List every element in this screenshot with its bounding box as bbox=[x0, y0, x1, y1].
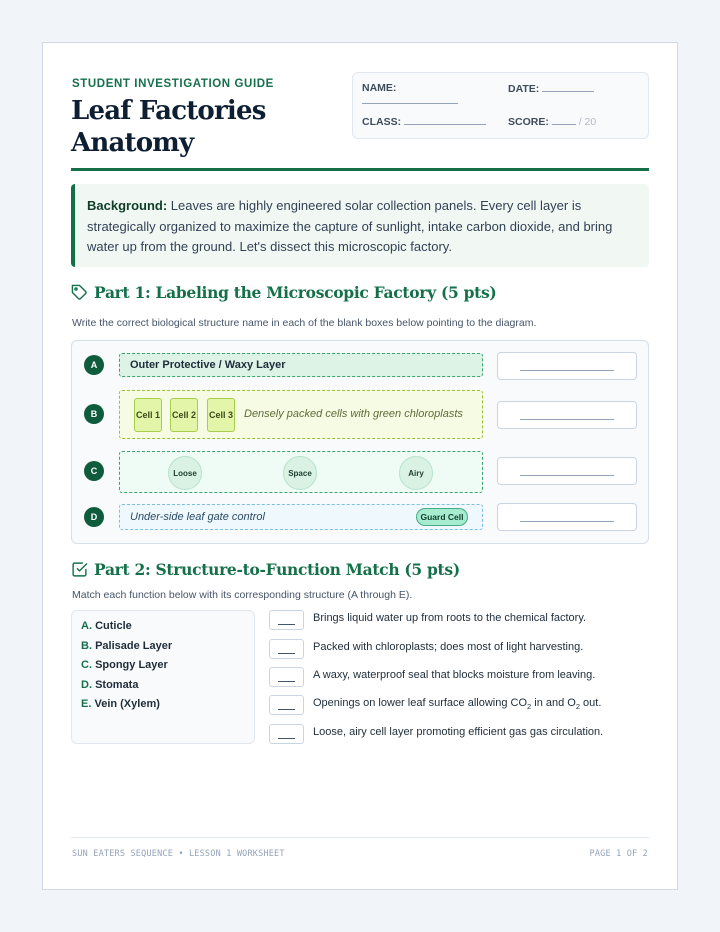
date-label: DATE: bbox=[508, 83, 540, 95]
checkbox-icon bbox=[71, 561, 88, 578]
marker-c: C bbox=[84, 461, 104, 481]
palisade-cell-1: Cell 1 bbox=[134, 398, 162, 432]
structure-item: E. Vein (Xylem) bbox=[81, 698, 160, 710]
palisade-cell-2: Cell 2 bbox=[170, 398, 198, 432]
leaf-cross-section-diagram bbox=[71, 340, 649, 544]
part1-instructions: Write the correct biological structure name in each of the blank boxes below pointing to the diagram. bbox=[72, 317, 537, 329]
structure-item: C. Spongy Layer bbox=[81, 659, 168, 671]
part2-title-text: Part 2: Structure-to-Function Match (5 pts) bbox=[94, 560, 460, 579]
title-line-1: Leaf Factories bbox=[71, 96, 266, 126]
structure-item: D. Stomata bbox=[81, 678, 139, 691]
answer-box-a[interactable] bbox=[497, 352, 637, 380]
spongy-bubble-space: Space bbox=[283, 456, 317, 490]
layer-b-palisade bbox=[119, 390, 483, 439]
answer-box-d[interactable] bbox=[497, 503, 637, 531]
name-label: NAME: bbox=[362, 82, 397, 94]
background-label: Background: bbox=[87, 198, 168, 213]
match-answer-box[interactable] bbox=[269, 724, 304, 744]
name-field[interactable] bbox=[362, 82, 458, 104]
eyebrow-label: STUDENT INVESTIGATION GUIDE bbox=[72, 78, 274, 90]
header-divider bbox=[71, 168, 649, 171]
guard-cell-badge: Guard Cell bbox=[416, 508, 468, 526]
answer-box-b[interactable] bbox=[497, 401, 637, 429]
match-row-2 bbox=[269, 639, 649, 659]
student-info-box bbox=[352, 72, 649, 139]
match-answer-box[interactable] bbox=[269, 610, 304, 630]
palisade-cell-3: Cell 3 bbox=[207, 398, 235, 432]
title-line-2: Anatomy bbox=[71, 128, 194, 158]
score-line[interactable] bbox=[552, 115, 576, 125]
tag-icon bbox=[71, 284, 88, 301]
answer-box-c[interactable] bbox=[497, 457, 637, 485]
function-text: Brings liquid water up from roots to the chemical factory. bbox=[313, 612, 587, 624]
match-answer-box[interactable] bbox=[269, 695, 304, 715]
layer-a-cuticle bbox=[119, 353, 483, 377]
class-line[interactable] bbox=[404, 115, 486, 125]
marker-b: B bbox=[84, 404, 104, 424]
class-field[interactable] bbox=[362, 115, 486, 128]
score-field bbox=[508, 115, 596, 128]
part1-title bbox=[71, 283, 496, 302]
marker-d: D bbox=[84, 507, 104, 527]
class-label: CLASS: bbox=[362, 116, 402, 128]
layer-c-spongy bbox=[119, 451, 483, 493]
match-row-3 bbox=[269, 667, 649, 687]
function-text: A waxy, waterproof seal that blocks moisture from leaving. bbox=[313, 669, 596, 681]
background-callout bbox=[71, 184, 649, 267]
footer-left: SUN EATERS SEQUENCE • LESSON 1 WORKSHEET bbox=[72, 849, 285, 859]
function-text: Openings on lower leaf surface allowing $CO_2$ in and $O_2$ out. bbox=[313, 697, 602, 712]
match-row-4 bbox=[269, 695, 649, 715]
structure-list bbox=[71, 610, 255, 744]
footer-page-number: PAGE 1 OF 2 bbox=[589, 849, 648, 859]
function-text: Loose, airy cell layer promoting efficient gas gas circulation. bbox=[313, 726, 604, 738]
match-answer-box[interactable] bbox=[269, 639, 304, 659]
worksheet-page bbox=[42, 42, 678, 890]
layer-b-description: Densely packed cells with green chloroplasts bbox=[244, 408, 463, 420]
layer-d-lower-epidermis bbox=[119, 504, 483, 530]
part1-title-text: Part 1: Labeling the Microscopic Factory (5 pts) bbox=[94, 283, 497, 302]
date-field[interactable] bbox=[508, 82, 594, 95]
match-row-1 bbox=[269, 610, 649, 630]
date-line[interactable] bbox=[542, 82, 594, 92]
structure-item: A. Cuticle bbox=[81, 620, 132, 632]
structure-item: B. Palisade Layer bbox=[81, 639, 173, 652]
spongy-bubble-loose: Loose bbox=[168, 456, 202, 490]
part2-title bbox=[71, 560, 460, 579]
layer-d-description: Under-side leaf gate control bbox=[130, 511, 265, 523]
part2-instructions: Match each function below with its corresponding structure (A through E). bbox=[72, 589, 413, 601]
name-line[interactable] bbox=[362, 100, 458, 104]
score-label: SCORE: bbox=[508, 116, 549, 128]
page-title bbox=[71, 95, 266, 159]
spongy-bubble-airy: Airy bbox=[399, 456, 433, 490]
background-text: Leaves are highly engineered solar collection panels. Every cell layer is strategically organized to maximize the capture of sunlight, intake carbon dioxide, and bring water up from the ground. Let's dissect this microscopic factory. bbox=[87, 198, 613, 254]
layer-a-label: Outer Protective / Waxy Layer bbox=[130, 359, 286, 371]
match-answer-box[interactable] bbox=[269, 667, 304, 687]
match-row-5 bbox=[269, 724, 649, 744]
function-text: Packed with chloroplasts; does most of light harvesting. bbox=[313, 641, 584, 653]
score-total: / 20 bbox=[578, 116, 597, 128]
marker-a: A bbox=[84, 355, 104, 375]
footer-divider bbox=[71, 837, 649, 838]
